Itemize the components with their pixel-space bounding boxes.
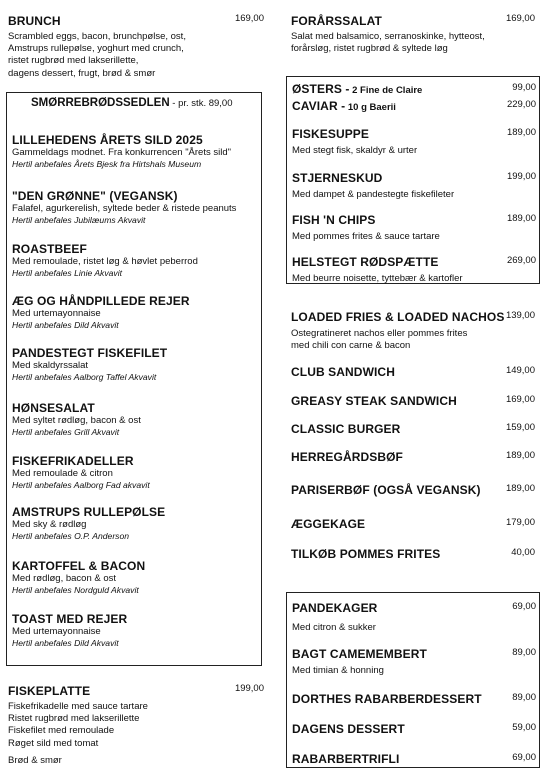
item-title: "DEN GRØNNE" (VEGANSK) (12, 189, 178, 203)
item-title: LILLEHEDENS ÅRETS SILD 2025 (12, 133, 203, 147)
smorrebrod-item (12, 189, 258, 226)
item-recommendation: Hertil anbefales Grill Akvavit (12, 427, 120, 438)
item-recommendation: Hertil anbefales Årets Bjesk fra Hirtshals Museum (12, 159, 202, 170)
item-title: GREASY STEAK SANDWICH (291, 394, 457, 408)
loaded-desc-line: Ostegratineret nachos eller pommes frites (291, 328, 468, 339)
item-price: 189,00 (505, 483, 535, 494)
loaded-title: LOADED FRIES & LOADED NACHOS (291, 310, 505, 324)
item-title: TILKØB POMMES FRITES (291, 547, 441, 561)
item-desc: Med urtemayonnaise (12, 626, 101, 637)
item-desc: Med syltet rødløg, bacon & ost (12, 415, 141, 426)
item-recommendation: Hertil anbefales Dild Akvavit (12, 638, 119, 649)
fiskeplatte-desc-line: Fiskefilet med remoulade (8, 725, 115, 737)
fiskeplatte-title: FISKEPLATTE (8, 684, 91, 698)
item-title: TOAST MED REJER (12, 612, 128, 626)
brunch-desc-line: ristet rugbrød med lakserillette, (8, 55, 139, 67)
smorrebrod-box (6, 92, 262, 666)
item-recommendation: Hertil anbefales O.P. Anderson (12, 531, 130, 542)
brunch-title: BRUNCH (8, 14, 61, 28)
seafood-item (292, 211, 536, 243)
fiskeplatte-desc-line: Røget sild med tomat (8, 737, 99, 749)
smorrebrod-heading-title: SMØRREBRØDSSEDLEN (31, 97, 170, 109)
item-desc: Med skaldyrssalat (12, 360, 89, 371)
item-price: 40,00 (511, 547, 535, 558)
item-title: CLASSIC BURGER (291, 422, 401, 436)
item-desc: Med timian & honning (292, 665, 384, 676)
item-price: 69,00 (512, 752, 536, 763)
smorrebrod-item (12, 294, 258, 331)
item-title: BAGT CAMEMEMBERT (292, 647, 427, 661)
brunch-price: 169,00 (234, 13, 264, 24)
item-desc: Med urtemayonnaise (12, 308, 101, 319)
caviar-price: 229,00 (506, 99, 536, 110)
item-title: HØNSESALAT (12, 401, 95, 415)
smorrebrod-item (12, 346, 258, 383)
fiskeplatte-extra: Brød & smør (8, 754, 62, 766)
seafood-item (292, 253, 536, 285)
item-title: AMSTRUPS RULLEPØLSE (12, 505, 166, 519)
dessert-item (292, 645, 536, 677)
loaded-desc-line: med chili con carne & bacon (291, 340, 411, 352)
smorrebrod-item (12, 242, 258, 279)
item-title: CLUB SANDWICH (291, 365, 395, 379)
item-title: PARISERBØF (OGSÅ VEGANSK) (291, 483, 481, 497)
item-title: ÆGGEKAGE (291, 517, 366, 531)
loaded-price: 139,00 (505, 310, 535, 321)
item-recommendation: Hertil anbefales Dild Akvavit (12, 320, 119, 331)
item-price: 159,00 (505, 422, 535, 433)
item-title: HELSTEGT RØDSPÆTTE (292, 255, 439, 269)
smorrebrod-item (12, 454, 258, 491)
item-title: RABARBERTRIFLI (292, 752, 400, 766)
item-title: PANDESTEGT FISKEFILET (12, 346, 168, 360)
smorrebrod-item (12, 559, 258, 596)
item-title: ROASTBEEF (12, 242, 87, 256)
caviar-row (292, 97, 536, 115)
item-price: 189,00 (506, 213, 536, 224)
item-price: 179,00 (505, 517, 535, 528)
osters-row (292, 80, 536, 98)
osters-price: 99,00 (512, 82, 536, 93)
main-item (291, 420, 535, 438)
dessert-item (292, 720, 536, 738)
caviar-sub: 10 g Baerii (345, 102, 396, 113)
main-item (291, 545, 535, 563)
item-recommendation: Hertil anbefales Jubilæums Akvavit (12, 215, 146, 226)
item-price: 59,00 (512, 722, 536, 733)
item-title: FISH 'N CHIPS (292, 213, 376, 227)
item-desc: Falafel, agurkerelish, syltede beder & ristede peanuts (12, 203, 237, 214)
item-price: 89,00 (512, 647, 536, 658)
dessert-item (292, 750, 536, 768)
item-price: 269,00 (506, 255, 536, 266)
item-desc: Med citron & sukker (292, 622, 376, 633)
smorrebrod-heading (31, 97, 233, 109)
item-title: DAGENS DESSERT (292, 722, 405, 736)
forarssalat-price: 169,00 (505, 13, 535, 24)
item-desc: Med pommes frites & sauce tartare (292, 231, 440, 242)
item-desc: Med beurre noisette, tyttebær & kartofler (292, 273, 463, 284)
brunch-desc-line: Scrambled eggs, bacon, brunchpølse, ost, (8, 31, 186, 42)
item-desc: Med dampet & pandestegte fiskefileter (292, 189, 455, 200)
main-item (291, 515, 535, 533)
item-desc: Med remoulade, ristet løg & høvlet peberrod (12, 256, 198, 267)
dessert-box (286, 592, 540, 768)
fiskeplatte-desc-line: Ristet rugbrød med lakserillette (8, 713, 140, 725)
item-price: 189,00 (506, 127, 536, 138)
seafood-box (286, 76, 540, 284)
brunch-section (8, 12, 264, 80)
smorrebrod-item (12, 505, 258, 542)
osters-title: ØSTERS - (292, 82, 350, 96)
item-recommendation: Hertil anbefales Nordguld Akvavit (12, 585, 139, 596)
item-price: 189,00 (505, 450, 535, 461)
item-title: ÆG OG HÅNDPILLEDE REJER (12, 294, 190, 308)
caviar-title: CAVIAR - (292, 99, 346, 113)
main-item (291, 448, 535, 466)
forarssalat-desc-line: Salat med balsamico, serranoskinke, hytteost, (291, 31, 485, 42)
item-desc: Med sky & rødløg (12, 519, 87, 530)
item-title: HERREGÅRDSBØF (291, 450, 403, 464)
item-recommendation: Hertil anbefales Aalborg Taffel Akvavit (12, 372, 157, 383)
main-item (291, 392, 535, 410)
item-price: 199,00 (506, 171, 536, 182)
fiskeplatte-section (8, 682, 264, 767)
item-title: DORTHES RABARBERDESSERT (292, 692, 482, 706)
fiskeplatte-desc-line: Fiskefrikadelle med sauce tartare (8, 701, 148, 712)
smorrebrod-item (12, 612, 258, 649)
seafood-item (292, 125, 536, 157)
item-title: FISKESUPPE (292, 127, 370, 141)
item-recommendation: Hertil anbefales Aalborg Fad akvavit (12, 480, 150, 491)
item-desc: Gammeldags modnet. Fra konkurrencen "Årets sild" (12, 147, 232, 158)
item-price: 149,00 (505, 365, 535, 376)
brunch-desc-line: Amstrups rullepølse, yoghurt med crunch, (8, 43, 184, 55)
item-desc: Med stegt fisk, skaldyr & urter (292, 145, 418, 156)
item-title: PANDEKAGER (292, 601, 378, 615)
item-desc: Med remoulade & citron (12, 468, 113, 479)
item-price: 169,00 (505, 394, 535, 405)
forarssalat-section (291, 12, 535, 55)
loaded-section (291, 308, 535, 352)
smorrebrod-heading-price: - pr. stk. 89,00 (169, 98, 233, 109)
item-price: 69,00 (512, 601, 536, 612)
forarssalat-title: FORÅRSSALAT (291, 14, 382, 28)
smorrebrod-item (12, 133, 258, 170)
item-title: FISKEFRIKADELLER (12, 454, 134, 468)
item-recommendation: Hertil anbefales Linie Akvavit (12, 268, 123, 279)
dessert-item (292, 599, 536, 634)
dessert-item (292, 690, 536, 708)
item-title: KARTOFFEL & BACON (12, 559, 146, 573)
smorrebrod-item (12, 401, 258, 438)
main-item (291, 481, 535, 499)
osters-sub: 2 Fine de Claire (349, 85, 423, 96)
fiskeplatte-price: 199,00 (234, 683, 264, 694)
seafood-item (292, 169, 536, 201)
item-title: STJERNESKUD (292, 171, 383, 185)
brunch-desc-line: dagens dessert, frugt, brød & smør (8, 67, 156, 79)
main-item (291, 363, 535, 381)
forarssalat-desc-line: forårsløg, ristet rugbrød & syltede løg (291, 43, 448, 55)
item-price: 89,00 (512, 692, 536, 703)
item-desc: Med rødløg, bacon & ost (12, 573, 117, 584)
